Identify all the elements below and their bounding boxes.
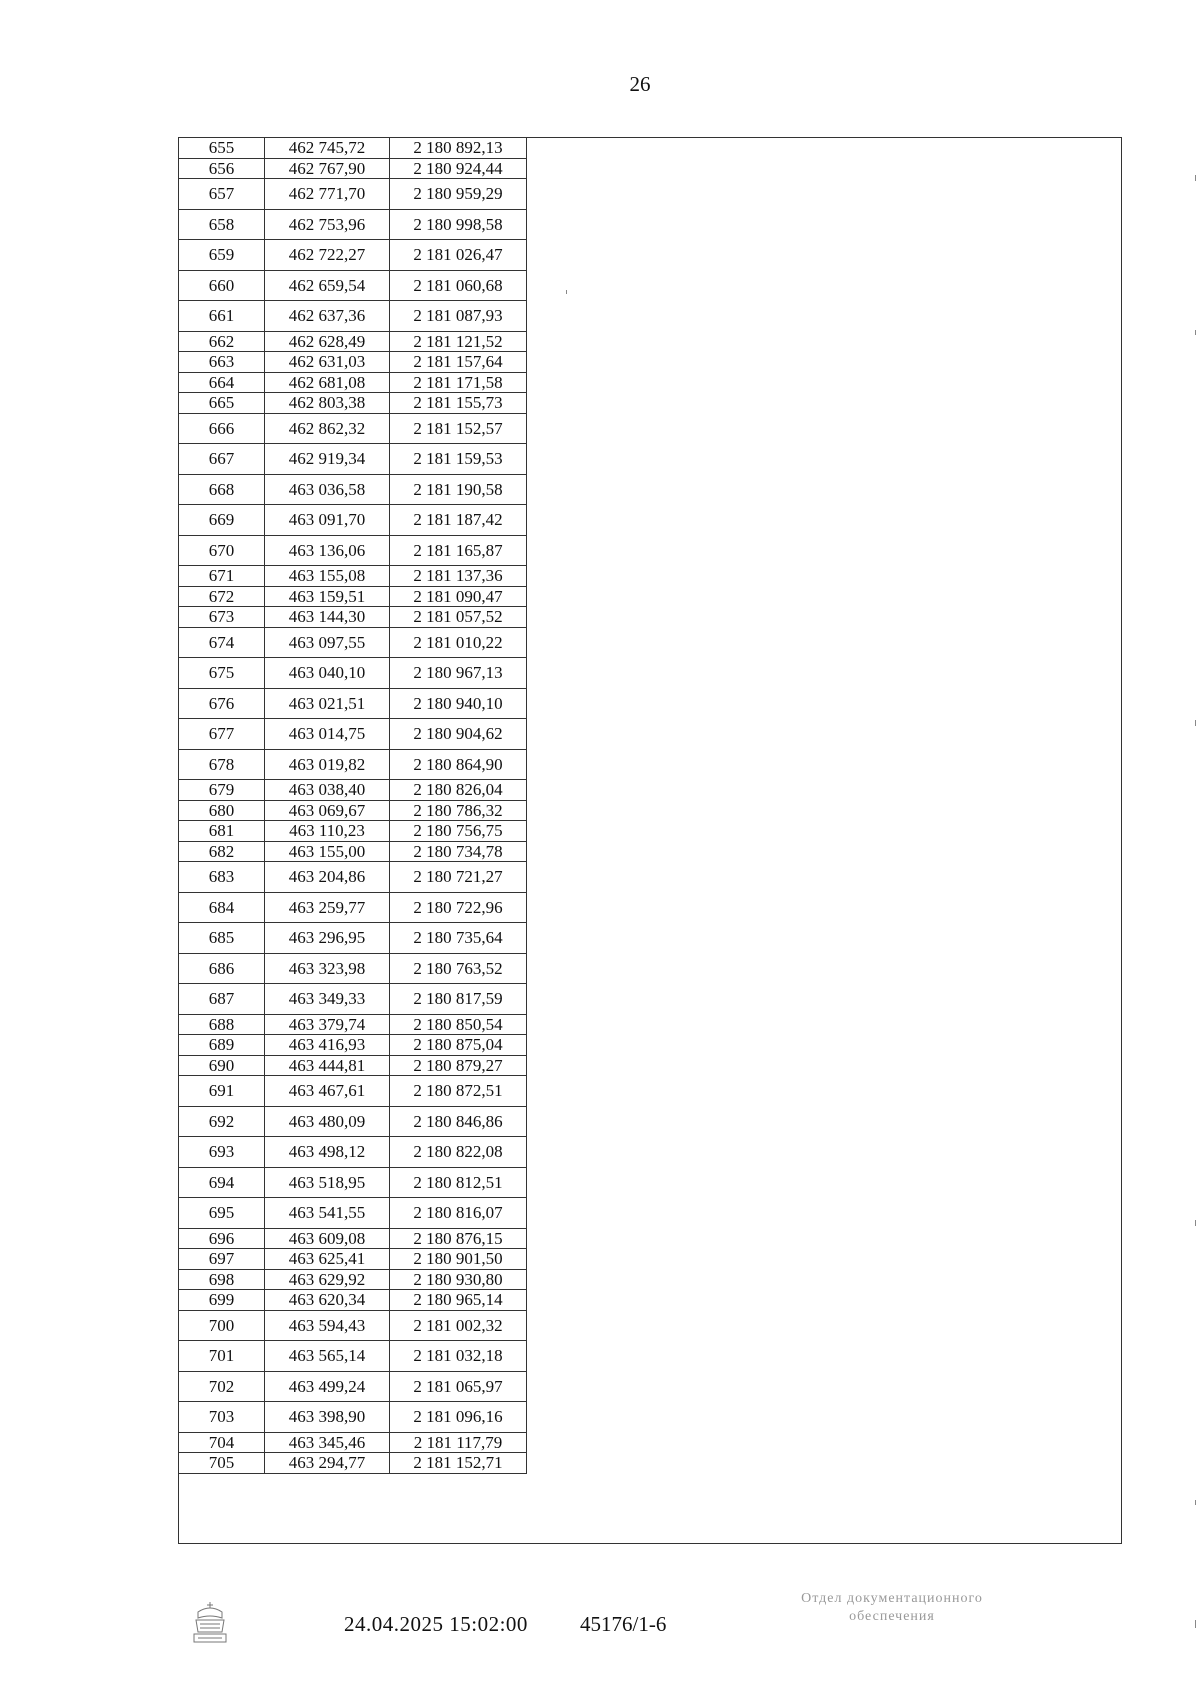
- scan-speck: [1195, 175, 1196, 181]
- point-number-cell: 694: [179, 1167, 265, 1198]
- x-coordinate-cell: 463 499,24: [265, 1371, 390, 1402]
- table-row: [179, 1076, 527, 1107]
- x-coordinate-cell: 462 637,36: [265, 301, 390, 332]
- x-coordinate-cell: 463 155,08: [265, 566, 390, 587]
- table-row: [179, 800, 527, 821]
- y-coordinate-cell: 2 181 121,52: [390, 331, 527, 352]
- y-coordinate-cell: 2 181 152,71: [390, 1453, 527, 1474]
- y-coordinate-cell: 2 181 159,53: [390, 444, 527, 475]
- x-coordinate-cell: 462 919,34: [265, 444, 390, 475]
- point-number-cell: 674: [179, 627, 265, 658]
- x-coordinate-cell: 463 444,81: [265, 1055, 390, 1076]
- table-row: [179, 719, 527, 750]
- x-coordinate-cell: 463 323,98: [265, 953, 390, 984]
- x-coordinate-cell: 463 038,40: [265, 780, 390, 801]
- x-coordinate-cell: 462 745,72: [265, 138, 390, 159]
- point-number-cell: 685: [179, 923, 265, 954]
- x-coordinate-cell: 463 498,12: [265, 1137, 390, 1168]
- table-row: [179, 1106, 527, 1137]
- point-number-cell: 680: [179, 800, 265, 821]
- x-coordinate-cell: 462 681,08: [265, 372, 390, 393]
- point-number-cell: 693: [179, 1137, 265, 1168]
- department-line-1: Отдел документационного: [801, 1591, 983, 1606]
- y-coordinate-cell: 2 180 924,44: [390, 158, 527, 179]
- point-number-cell: 662: [179, 331, 265, 352]
- table-row: [179, 1432, 527, 1453]
- y-coordinate-cell: 2 181 087,93: [390, 301, 527, 332]
- y-coordinate-cell: 2 180 879,27: [390, 1055, 527, 1076]
- x-coordinate-cell: 463 349,33: [265, 984, 390, 1015]
- x-coordinate-cell: 463 069,67: [265, 800, 390, 821]
- y-coordinate-cell: 2 181 157,64: [390, 352, 527, 373]
- point-number-cell: 700: [179, 1310, 265, 1341]
- point-number-cell: 663: [179, 352, 265, 373]
- y-coordinate-cell: 2 180 763,52: [390, 953, 527, 984]
- point-number-cell: 656: [179, 158, 265, 179]
- point-number-cell: 682: [179, 841, 265, 862]
- y-coordinate-cell: 2 181 165,87: [390, 535, 527, 566]
- y-coordinate-cell: 2 181 060,68: [390, 270, 527, 301]
- point-number-cell: 666: [179, 413, 265, 444]
- page-number: 26: [629, 72, 651, 96]
- point-number-cell: 702: [179, 1371, 265, 1402]
- x-coordinate-cell: 463 594,43: [265, 1310, 390, 1341]
- y-coordinate-cell: 2 181 171,58: [390, 372, 527, 393]
- x-coordinate-cell: 463 379,74: [265, 1014, 390, 1035]
- y-coordinate-cell: 2 180 904,62: [390, 719, 527, 750]
- y-coordinate-cell: 2 181 187,42: [390, 505, 527, 536]
- table-row: [179, 1310, 527, 1341]
- table-row: [179, 1014, 527, 1035]
- y-coordinate-cell: 2 180 786,32: [390, 800, 527, 821]
- x-coordinate-cell: 463 021,51: [265, 688, 390, 719]
- table-row: [179, 474, 527, 505]
- table-row: [179, 749, 527, 780]
- x-coordinate-cell: 462 631,03: [265, 352, 390, 373]
- scan-speck: [566, 290, 567, 294]
- table-row: [179, 393, 527, 414]
- y-coordinate-cell: 2 180 875,04: [390, 1035, 527, 1056]
- table-row: [179, 1371, 527, 1402]
- y-coordinate-cell: 2 181 032,18: [390, 1341, 527, 1372]
- x-coordinate-cell: 463 040,10: [265, 658, 390, 689]
- point-number-cell: 655: [179, 138, 265, 159]
- table-row: [179, 331, 527, 352]
- point-number-cell: 691: [179, 1076, 265, 1107]
- table-row: [179, 923, 527, 954]
- y-coordinate-cell: 2 180 965,14: [390, 1290, 527, 1311]
- x-coordinate-cell: 462 659,54: [265, 270, 390, 301]
- point-number-cell: 658: [179, 209, 265, 240]
- table-row: [179, 352, 527, 373]
- x-coordinate-cell: 463 609,08: [265, 1228, 390, 1249]
- y-coordinate-cell: 2 180 846,86: [390, 1106, 527, 1137]
- coordinates-table-body: [179, 138, 527, 1474]
- table-row: [179, 1453, 527, 1474]
- scan-speck: [1195, 720, 1196, 726]
- point-number-cell: 703: [179, 1402, 265, 1433]
- table-row: [179, 821, 527, 842]
- x-coordinate-cell: 463 480,09: [265, 1106, 390, 1137]
- point-number-cell: 678: [179, 749, 265, 780]
- point-number-cell: 660: [179, 270, 265, 301]
- table-row: [179, 780, 527, 801]
- x-coordinate-cell: 463 155,00: [265, 841, 390, 862]
- x-coordinate-cell: 463 091,70: [265, 505, 390, 536]
- y-coordinate-cell: 2 180 959,29: [390, 179, 527, 210]
- x-coordinate-cell: 462 803,38: [265, 393, 390, 414]
- point-number-cell: 670: [179, 535, 265, 566]
- table-row: [179, 607, 527, 628]
- x-coordinate-cell: 463 416,93: [265, 1035, 390, 1056]
- x-coordinate-cell: 463 259,77: [265, 892, 390, 923]
- point-number-cell: 689: [179, 1035, 265, 1056]
- y-coordinate-cell: 2 181 010,22: [390, 627, 527, 658]
- x-coordinate-cell: 463 159,51: [265, 586, 390, 607]
- y-coordinate-cell: 2 180 864,90: [390, 749, 527, 780]
- x-coordinate-cell: 462 767,90: [265, 158, 390, 179]
- y-coordinate-cell: 2 181 057,52: [390, 607, 527, 628]
- point-number-cell: 681: [179, 821, 265, 842]
- point-number-cell: 683: [179, 862, 265, 893]
- x-coordinate-cell: 463 204,86: [265, 862, 390, 893]
- table-row: [179, 1341, 527, 1372]
- table-row: [179, 413, 527, 444]
- table-row: [179, 892, 527, 923]
- point-number-cell: 704: [179, 1432, 265, 1453]
- table-row: [179, 841, 527, 862]
- table-row: [179, 1167, 527, 1198]
- point-number-cell: 690: [179, 1055, 265, 1076]
- x-coordinate-cell: 462 771,70: [265, 179, 390, 210]
- table-row: [179, 209, 527, 240]
- coordinates-table: [178, 137, 527, 1474]
- point-number-cell: 688: [179, 1014, 265, 1035]
- y-coordinate-cell: 2 180 756,75: [390, 821, 527, 842]
- scan-speck: [1195, 330, 1196, 335]
- table-row: [179, 1228, 527, 1249]
- table-row: [179, 627, 527, 658]
- point-number-cell: 676: [179, 688, 265, 719]
- table-row: [179, 240, 527, 271]
- y-coordinate-cell: 2 181 137,36: [390, 566, 527, 587]
- y-coordinate-cell: 2 180 850,54: [390, 1014, 527, 1035]
- table-row: [179, 1290, 527, 1311]
- table-row: [179, 1269, 527, 1290]
- y-coordinate-cell: 2 180 998,58: [390, 209, 527, 240]
- table-row: [179, 158, 527, 179]
- point-number-cell: 675: [179, 658, 265, 689]
- y-coordinate-cell: 2 180 735,64: [390, 923, 527, 954]
- x-coordinate-cell: 463 565,14: [265, 1341, 390, 1372]
- x-coordinate-cell: 462 862,32: [265, 413, 390, 444]
- point-number-cell: 696: [179, 1228, 265, 1249]
- table-row: [179, 566, 527, 587]
- point-number-cell: 686: [179, 953, 265, 984]
- point-number-cell: 672: [179, 586, 265, 607]
- x-coordinate-cell: 463 541,55: [265, 1198, 390, 1229]
- y-coordinate-cell: 2 181 155,73: [390, 393, 527, 414]
- table-row: [179, 1035, 527, 1056]
- x-coordinate-cell: 463 467,61: [265, 1076, 390, 1107]
- y-coordinate-cell: 2 181 026,47: [390, 240, 527, 271]
- x-coordinate-cell: 463 036,58: [265, 474, 390, 505]
- x-coordinate-cell: 462 722,27: [265, 240, 390, 271]
- x-coordinate-cell: 463 014,75: [265, 719, 390, 750]
- x-coordinate-cell: 463 398,90: [265, 1402, 390, 1433]
- table-row: [179, 1137, 527, 1168]
- y-coordinate-cell: 2 180 822,08: [390, 1137, 527, 1168]
- point-number-cell: 664: [179, 372, 265, 393]
- table-row: [179, 658, 527, 689]
- x-coordinate-cell: 463 294,77: [265, 1453, 390, 1474]
- x-coordinate-cell: 463 625,41: [265, 1249, 390, 1270]
- point-number-cell: 667: [179, 444, 265, 475]
- x-coordinate-cell: 463 518,95: [265, 1167, 390, 1198]
- point-number-cell: 699: [179, 1290, 265, 1311]
- table-row: [179, 505, 527, 536]
- point-number-cell: 673: [179, 607, 265, 628]
- y-coordinate-cell: 2 180 816,07: [390, 1198, 527, 1229]
- table-row: [179, 953, 527, 984]
- table-row: [179, 1198, 527, 1229]
- point-number-cell: 695: [179, 1198, 265, 1229]
- x-coordinate-cell: 463 097,55: [265, 627, 390, 658]
- y-coordinate-cell: 2 180 872,51: [390, 1076, 527, 1107]
- y-coordinate-cell: 2 180 876,15: [390, 1228, 527, 1249]
- y-coordinate-cell: 2 181 152,57: [390, 413, 527, 444]
- footer-doc-number: 45176/1-6: [580, 1612, 667, 1636]
- point-number-cell: 697: [179, 1249, 265, 1270]
- table-row: [179, 1249, 527, 1270]
- y-coordinate-cell: 2 181 117,79: [390, 1432, 527, 1453]
- scan-speck: [1195, 1620, 1196, 1628]
- point-number-cell: 661: [179, 301, 265, 332]
- x-coordinate-cell: 463 296,95: [265, 923, 390, 954]
- y-coordinate-cell: 2 181 065,97: [390, 1371, 527, 1402]
- point-number-cell: 677: [179, 719, 265, 750]
- table-row: [179, 301, 527, 332]
- x-coordinate-cell: 463 345,46: [265, 1432, 390, 1453]
- point-number-cell: 701: [179, 1341, 265, 1372]
- x-coordinate-cell: 463 136,06: [265, 535, 390, 566]
- y-coordinate-cell: 2 180 734,78: [390, 841, 527, 862]
- y-coordinate-cell: 2 181 096,16: [390, 1402, 527, 1433]
- table-row: [179, 862, 527, 893]
- point-number-cell: 657: [179, 179, 265, 210]
- point-number-cell: 668: [179, 474, 265, 505]
- point-number-cell: 665: [179, 393, 265, 414]
- y-coordinate-cell: 2 181 002,32: [390, 1310, 527, 1341]
- y-coordinate-cell: 2 180 967,13: [390, 658, 527, 689]
- x-coordinate-cell: 463 629,92: [265, 1269, 390, 1290]
- coat-of-arms-emblem: [188, 1598, 232, 1646]
- point-number-cell: 698: [179, 1269, 265, 1290]
- x-coordinate-cell: 463 019,82: [265, 749, 390, 780]
- x-coordinate-cell: 463 144,30: [265, 607, 390, 628]
- table-row: [179, 179, 527, 210]
- footer-datetime: 24.04.2025 15:02:00: [344, 1612, 528, 1636]
- y-coordinate-cell: 2 180 817,59: [390, 984, 527, 1015]
- footer-department-watermark: [742, 1590, 1042, 1626]
- table-row: [179, 1055, 527, 1076]
- table-row: [179, 586, 527, 607]
- y-coordinate-cell: 2 181 090,47: [390, 586, 527, 607]
- point-number-cell: 692: [179, 1106, 265, 1137]
- y-coordinate-cell: 2 180 901,50: [390, 1249, 527, 1270]
- point-number-cell: 669: [179, 505, 265, 536]
- x-coordinate-cell: 463 620,34: [265, 1290, 390, 1311]
- y-coordinate-cell: 2 180 721,27: [390, 862, 527, 893]
- y-coordinate-cell: 2 180 826,04: [390, 780, 527, 801]
- y-coordinate-cell: 2 180 940,10: [390, 688, 527, 719]
- x-coordinate-cell: 462 753,96: [265, 209, 390, 240]
- department-line-2: обеспечения: [849, 1609, 935, 1624]
- point-number-cell: 671: [179, 566, 265, 587]
- y-coordinate-cell: 2 180 930,80: [390, 1269, 527, 1290]
- y-coordinate-cell: 2 180 722,96: [390, 892, 527, 923]
- table-row: [179, 1402, 527, 1433]
- scan-speck: [1195, 1500, 1196, 1505]
- y-coordinate-cell: 2 180 892,13: [390, 138, 527, 159]
- table-row: [179, 372, 527, 393]
- point-number-cell: 705: [179, 1453, 265, 1474]
- x-coordinate-cell: 462 628,49: [265, 331, 390, 352]
- y-coordinate-cell: 2 181 190,58: [390, 474, 527, 505]
- point-number-cell: 687: [179, 984, 265, 1015]
- x-coordinate-cell: 463 110,23: [265, 821, 390, 842]
- table-row: [179, 270, 527, 301]
- table-row: [179, 535, 527, 566]
- point-number-cell: 679: [179, 780, 265, 801]
- table-row: [179, 138, 527, 159]
- table-row: [179, 444, 527, 475]
- table-row: [179, 984, 527, 1015]
- table-row: [179, 688, 527, 719]
- point-number-cell: 659: [179, 240, 265, 271]
- scan-speck: [1195, 1220, 1196, 1226]
- point-number-cell: 684: [179, 892, 265, 923]
- y-coordinate-cell: 2 180 812,51: [390, 1167, 527, 1198]
